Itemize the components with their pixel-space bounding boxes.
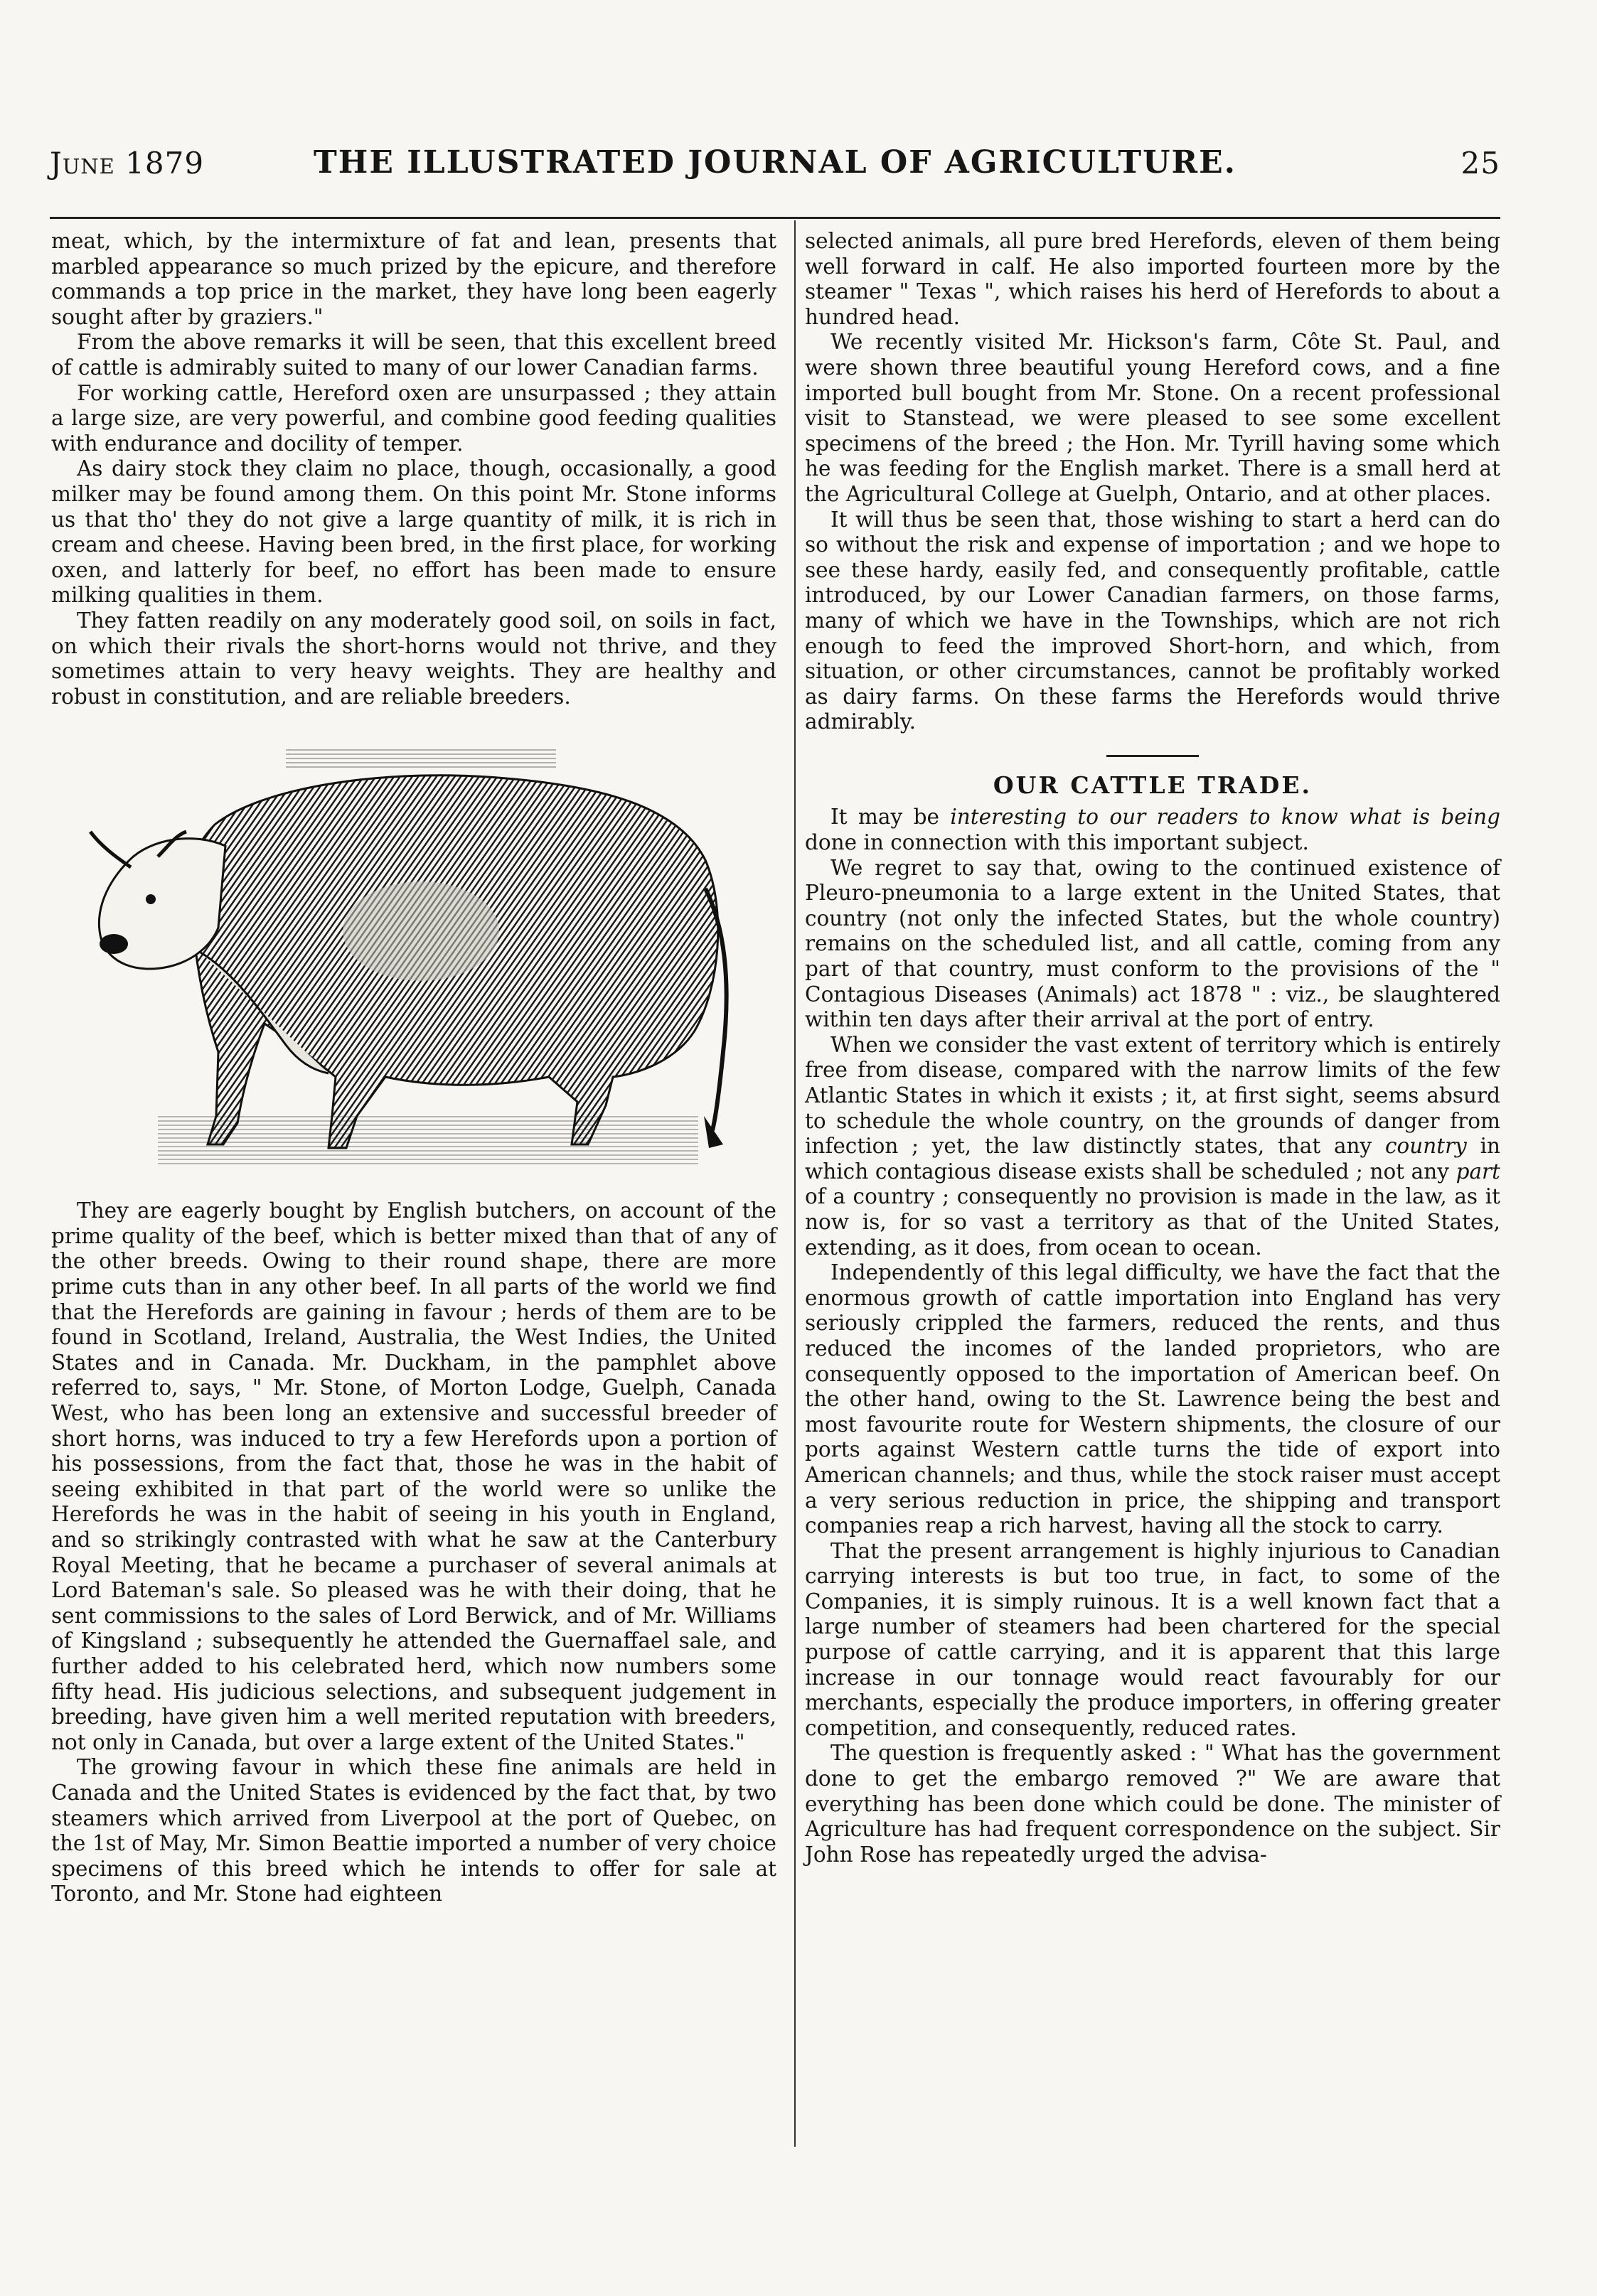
paragraph: The growing favour in which these fine animals are held in Canada and the United States is evidenced by the fact that, by two steamers which arrived from Liverpool at the port of Quebec, on the 1st of May, Mr. Simon Beattie imported a number of very choice specimens of this breed which he intends to offer for sale at Toronto, and Mr. Stone had eighteen bbox=[51, 1755, 776, 1906]
left-column bbox=[51, 229, 776, 1907]
paragraph: For working cattle, Hereford oxen are unsurpassed ; they attain a large size, are very powerful, and combine good feeding qualities with endurance and docility of temper. bbox=[51, 380, 776, 456]
italic-text-run: interesting to our readers to know what is being bbox=[950, 805, 1500, 830]
text-run: in which contagious disease exists shall be scheduled ; not any bbox=[805, 1134, 1500, 1184]
paragraph: They are eagerly bought by English butchers, on account of the prime quality of the beef, which is better mixed than that of any of the other breeds. Owing to their round shape, there are more prime cuts than in any other beef. In all parts of the world we find that the Herefords are gaining in favour ; herds of them are to be found in Scotland, Ireland, Australia, the West Indies, the United States and in Canada. Mr. Duckham, in the pamphlet above referred to, says, " Mr. Stone, of Morton Lodge, Guelph, Canada West, who has been long an extensive and successful breeder of short horns, was induced to try a few Herefords upon a portion of his possessions, from the fact that, those he was in the habit of seeing exhibited in that part of the world were so unlike the Herefords he was in the habit of seeing in his youth in England, and so strikingly contrasted with what he saw at the Canterbury Royal Meeting, that he became a purchaser of several animals at Lord Bateman's sale. So pleased was he with their doing, that he sent commissions to the sales of Lord Berwick, and of Mr. Williams of Kingsland ; subsequently he attended the Guernaffael sale, and further added to his celebrated herd, which now numbers some fifty head. His judicious selections, and subsequent judgement in breeding, have given him a well merited reputation with breeders, not only in Canada, but over a large extent of the United States." bbox=[51, 1198, 776, 1754]
page-number: 25 bbox=[1460, 146, 1500, 181]
column-divider bbox=[794, 220, 796, 2147]
paragraph: That the present arrangement is highly injurious to Canadian carrying interests is but too true, in fact, to some of the Companies, it is simply ruinous. It is a well known fact that a large number of steamers had been chartered for the special purpose of cattle carrying, and it is apparent that this large increase in our tonnage would react favourably for our merchants, especially the produce importers, in offering greater competition, and consequently, reduced rates. bbox=[805, 1538, 1500, 1740]
paragraph: As dairy stock they claim no place, though, occasionally, a good milker may be found among them. On this point Mr. Stone informs us that tho' they do not give a large quantity of milk, it is rich in cream and cheese. Having been bred, in the first place, for working oxen, and latterly for beef, no effort has been made to ensure milking qualities in them. bbox=[51, 456, 776, 608]
paragraph: selected animals, all pure bred Herefords, eleven of them being well forward in calf. He also imported fourteen more by the steamer " Texas ", which raises his herd of Herefords to about a hundred head. bbox=[805, 229, 1500, 329]
section-rule bbox=[1106, 755, 1199, 757]
italic-text-run: country bbox=[1384, 1134, 1467, 1159]
paragraph: We recently visited Mr. Hickson's farm, Côte St. Paul, and were shown three beautiful young Hereford cows, and a fine imported bull bought from Mr. Stone. On a recent professional visit to Stanstead, we were pleased to see some excellent specimens of the breed ; the Hon. Mr. Tyrill having some which he was feeding for the English market. There is a small herd at the Agricultural College at Guelph, Ontario, and at other places. bbox=[805, 330, 1500, 506]
running-header bbox=[50, 139, 1500, 188]
issue-date: June 1879 bbox=[50, 146, 205, 181]
text-run: done in connection with this important subject. bbox=[805, 830, 1309, 855]
text-run: It may be bbox=[830, 805, 951, 830]
paragraph: It will thus be seen that, those wishing to start a herd can do so without the risk and expense of importation ; and we hope to see these hardy, easily fed, and consequently profitable, cattle introduced, by our Lower Canadian farmers, on those farms, many of which we have in the Townships, which are not rich enough to feed the improved Short-horn, and which, from situation, or other circumstances, cannot be profitably worked as dairy farms. On these farms the Herefords would thrive admirably. bbox=[805, 507, 1500, 734]
paragraph: Independently of this legal difficulty, we have the fact that the enormous growth of cattle importation into England has very seriously crippled the farmers, reduced the rents, and thus reduced the incomes of the landed proprietors, who are consequently opposed to the importation of American beef. On the other hand, owing to the St. Lawrence being the best and most favourite route for Western shipments, the closure of our ports against Western cattle turns the tide of export into American channels; and thus, while the stock raiser must accept a very serious reduction in price, the shipping and transport companies reap a rich harvest, having all the stock to carry. bbox=[805, 1260, 1500, 1538]
right-column bbox=[805, 229, 1500, 1867]
paragraph bbox=[805, 1033, 1500, 1260]
paragraph: They fatten readily on any moderately good soil, on soils in fact, on which their rivals the short-horns would not thrive, and they sometimes attain to very heavy weights. They are healthy and robust in constitution, and are reliable breeders. bbox=[51, 608, 776, 709]
paragraph: The question is frequently asked : " What has the government done to get the embargo removed ?" We are aware that everything has been done which could be done. The minister of Agriculture has had frequent correspondence on the subject. Sir John Rose has repeatedly urged the advisa- bbox=[805, 1741, 1500, 1867]
text-run: of a country ; consequently no provision is made in the law, as it now is, for so vast a territory as that of the United States, extending, as it does, from ocean to ocean. bbox=[805, 1184, 1500, 1260]
section-heading: OUR CATTLE TRADE. bbox=[993, 771, 1313, 799]
text-run: When we consider the vast extent of territory which is entirely free from disease, compared with the narrow limits of the few Atlantic States in which it exists ; it, at first sight, seems absurd to schedule the whole country, on the grounds of danger from infection ; yet, the law distinctly states, that any bbox=[805, 1032, 1500, 1159]
header-rule bbox=[50, 217, 1500, 219]
hereford-bull-engraving-icon bbox=[51, 718, 776, 1180]
paragraph: We regret to say that, owing to the continued existence of Pleuro-pneumonia to a large extent in the United States, that country (not only the infected States, but the whole country) remains on the scheduled list, and all cattle, coming from any part of that country, must conform to the provisions of the " Contagious Diseases (Animals) act 1878 " : viz., be slaughtered within ten days after their arrival at the port of entry. bbox=[805, 855, 1500, 1032]
italic-text-run: part bbox=[1456, 1159, 1500, 1184]
journal-title: THE ILLUSTRATED JOURNAL OF AGRICULTURE. bbox=[314, 144, 1237, 181]
paragraph: From the above remarks it will be seen, that this excellent breed of cattle is admirably suited to many of our lower Canadian farms. bbox=[51, 330, 776, 380]
hereford-bull-illustration bbox=[51, 718, 776, 1180]
paragraph: meat, which, by the intermixture of fat and lean, presents that marbled appearance so much prized by the epicure, and therefore commands a top price in the market, they have long been eagerly sought after by graziers." bbox=[51, 229, 776, 329]
paragraph bbox=[805, 805, 1500, 855]
